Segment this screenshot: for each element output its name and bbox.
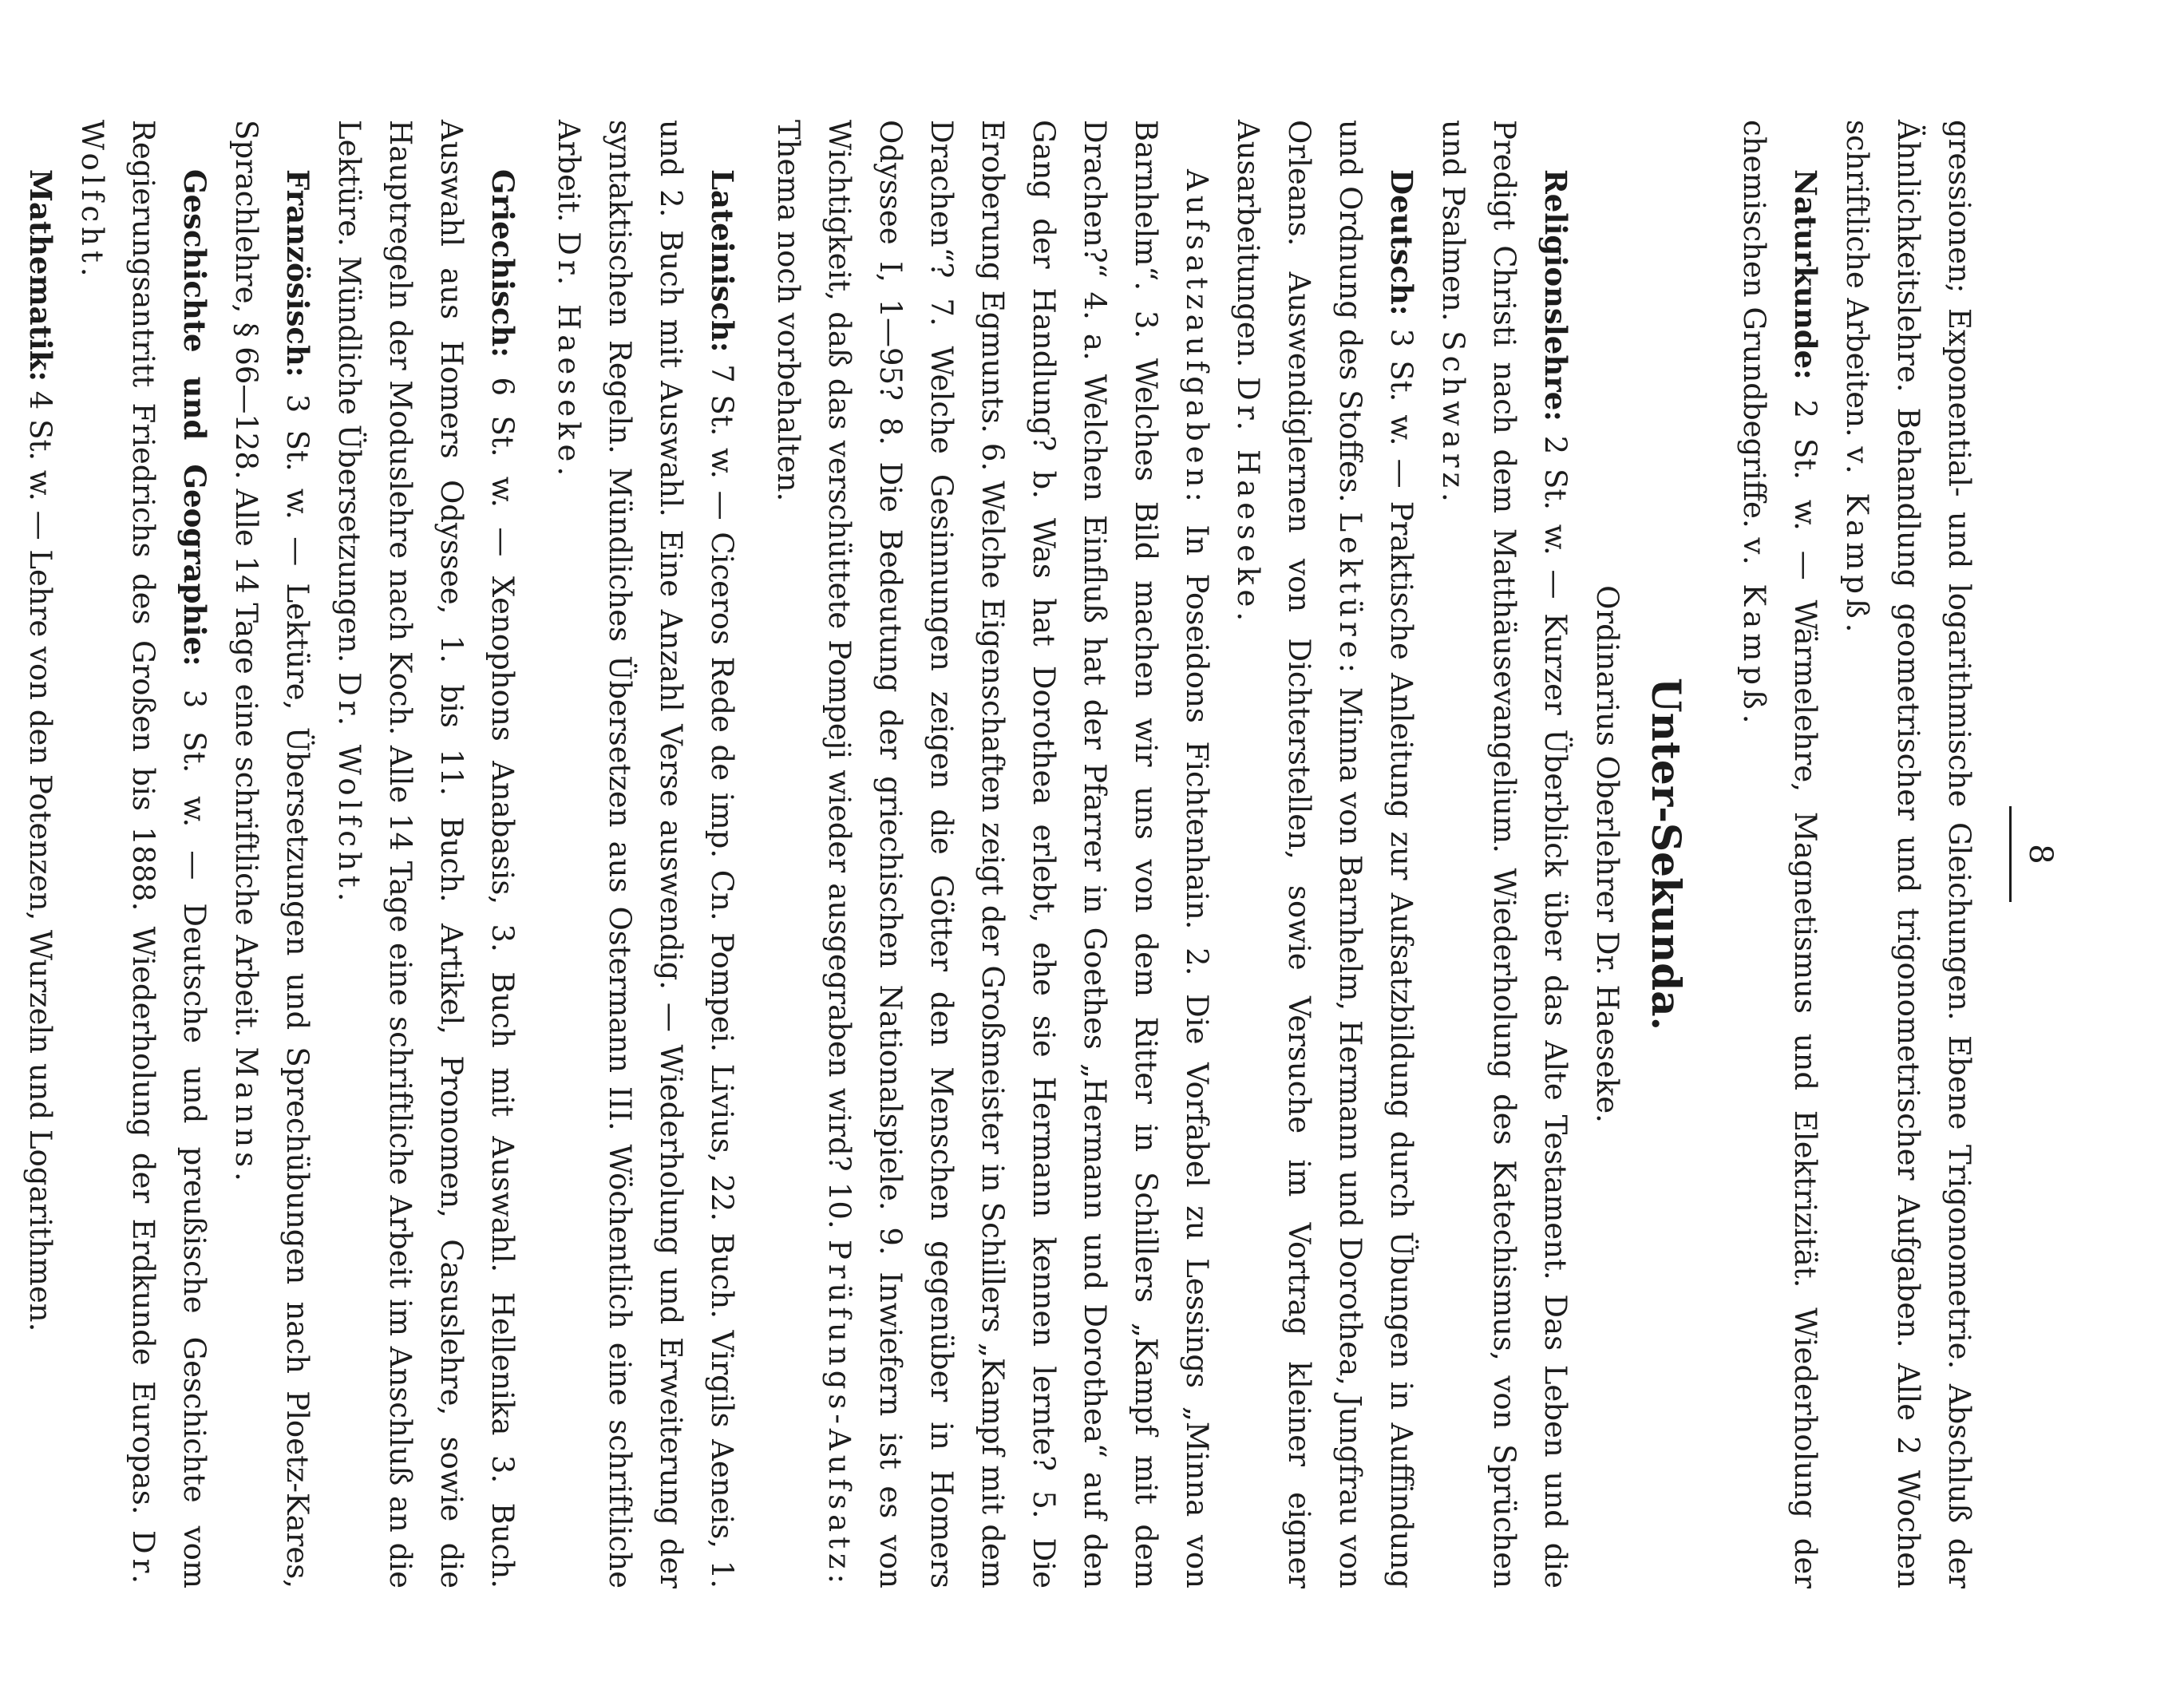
aufsatz-label: Aufsatzaufgaben:: [1180, 169, 1214, 507]
deutsch-paragraph: [1222, 120, 1427, 1588]
geschichte-text: 3 St. w. — Deutsche und preußische Geschichte vom Regierungsantritt Friedrichs des Großen bis 1888. Wiederholung der Erdkunde Europas.: [126, 120, 212, 1588]
mathematik-paragraph: [14, 120, 66, 1588]
lekture-label: Lektüre:: [1333, 512, 1367, 678]
aufsatz-paragraph: [762, 120, 1222, 1588]
page-header: [1984, 120, 2064, 1588]
deutsch-text: 3 St. w. — Praktische Anleitung zur Aufsatzbildung durch Übungen in Auffindung und Ordnung des Stoffes.: [1333, 120, 1418, 1588]
teacher-name: Schwarz.: [1436, 330, 1470, 507]
subject-heading: Mathematik:: [23, 169, 58, 382]
religion-text: 2 St. w. — Kurzer Überblick über das Alte Testament. Das Leben und die Predigt Christi nach dem Matthäusevangelium. Wiederholung des Katechismus, von Sprüchen und Psalmen.: [1436, 120, 1573, 1588]
page-content: [14, 120, 2064, 1588]
pruefung-label: Prüfungs-Aufsatz:: [822, 1239, 857, 1588]
teacher-name: Dr. Wolfcht.: [332, 672, 366, 907]
subject-heading: Lateinisch:: [705, 169, 740, 353]
subject-heading: Religionslehre:: [1538, 169, 1573, 421]
mathematik-text: 4 St. w. — Lehre von den Potenzen, Wurzeln und Logarithmen.: [23, 390, 57, 1332]
teacher-name: Dr. Haeseke.: [1231, 377, 1265, 627]
naturkunde-text: 2 St. w. — Wärmelehre, Magnetismus und Elektrizität. Wiederholung der chemischen Grundbegriffe.: [1737, 120, 1822, 1588]
ordinarius-text: Ordinarius Oberlehrer Dr. Haeseke.: [1590, 585, 1624, 1123]
intro-text: gressionen; Exponential- und logarithmische Gleichungen. Ebene Trigonometrie. Abschluß der Ähnlichkeitslehre. Behandlung geometrischer und trigonometrischer Aufgaben. Alle 2 Wochen schriftliche Arbeiten.: [1840, 120, 1976, 1588]
geschichte-paragraph: [66, 120, 220, 1588]
subject-heading: Geschichte und Geographie:: [177, 169, 212, 667]
aufsatz-text: In Poseidons Fichtenhain. 2. Die Vorfabel zu Lessings „Minna von Barnhelm“. 3. Welches Bild machen wir uns von dem Ritter in Schillers „Kampf mit dem Drachen?“ 4. a. Welchen Einfluß hat der Pfarrer in Goethes „Hermann und Dorothea“ auf den Gang der Handlung? b. Was hat Dorothea erlebt, ehe sie Hermann kennen lernte? 5. Die Eroberung Egmunts. 6. Welche Eigenschaften zeigt der Großmeister in Schillers „Kampf mit dem Drachen“? 7. Welche Gesinnungen zeigen die Götter den Menschen gegenüber in Homers Odyssee I, 1—95? 8. Die Bedeutung der griechischen Nationalspiele. 9. Inwiefern ist es von Wichtigkeit, daß das verschüttete Pompeji wieder ausgegraben wird? 10.: [822, 120, 1214, 1588]
subject-heading: Griechisch:: [485, 169, 520, 358]
franzoesisch-paragraph: [220, 120, 323, 1588]
teacher-name: Dr. Haeseke.: [552, 231, 586, 481]
teacher-name: v. Kampß.: [1840, 446, 1874, 638]
franzoesisch-text: 3 St. w. — Lektüre, Übersetzungen und Sprechübungen nach Ploetz-Kares, Sprachlehre, § 66—128. Alle 14 Tage eine schriftliche Arbeit.: [229, 120, 315, 1588]
religion-paragraph: [1427, 120, 1581, 1588]
teacher-name: Manns.: [229, 1046, 263, 1186]
teacher-name: Dr. Wolfcht.: [75, 120, 160, 1588]
teacher-name: v. Kampß.: [1737, 537, 1771, 729]
naturkunde-paragraph: [1728, 120, 1831, 1588]
griechisch-paragraph: [323, 120, 528, 1588]
latein-paragraph: [543, 120, 748, 1588]
page-number: 8: [2022, 844, 2059, 864]
pruefung-text: Thema noch vorbehalten.: [771, 120, 805, 502]
ordinarius-line: [1581, 120, 1632, 1588]
griechisch-text: 6 St. w. — Xenophons Anabasis, 3. Buch mit Auswahl. Hellenika 3. Buch. Auswahl aus Homers Odyssee, 1. bis 11. Buch. Artikel, Pronomen, Casuslehre, sowie die Hauptregeln der Moduslehre nach Koch. Alle 14 Tage eine schriftliche Arbeit im Anschluß an die Lektüre. Mündliche Übersetzungen.: [332, 120, 520, 1588]
subject-heading: Französisch:: [280, 169, 315, 378]
subject-heading: Deutsch:: [1384, 169, 1419, 316]
deutsch-lekture-text: Minna von Barnhelm, Hermann und Dorothea, Jungfrau von Orleans. Auswendiglernen von Dichterstellen, sowie Versuche im Vortrag kleiner eigner Ausarbeitungen.: [1231, 120, 1367, 1588]
header-rule: [2009, 806, 2012, 902]
section-title: Unter-Sekunda.: [1643, 678, 1690, 1031]
intro-paragraph: [1831, 120, 1984, 1588]
subject-heading: Naturkunde:: [1788, 169, 1823, 380]
latein-text: 7 St. w. — Ciceros Rede de imp. Cn. Pompei. Livius, 22. Buch. Virgils Aeneis, 1. und 2. Buch mit Auswahl. Eine Anzahl Verse auswendig. — Wiederholung und Erweiterung der syntaktischen Regeln. Mündliches Übersetzen aus Ostermann III. Wöchentlich eine schriftliche Arbeit.: [552, 120, 739, 1588]
